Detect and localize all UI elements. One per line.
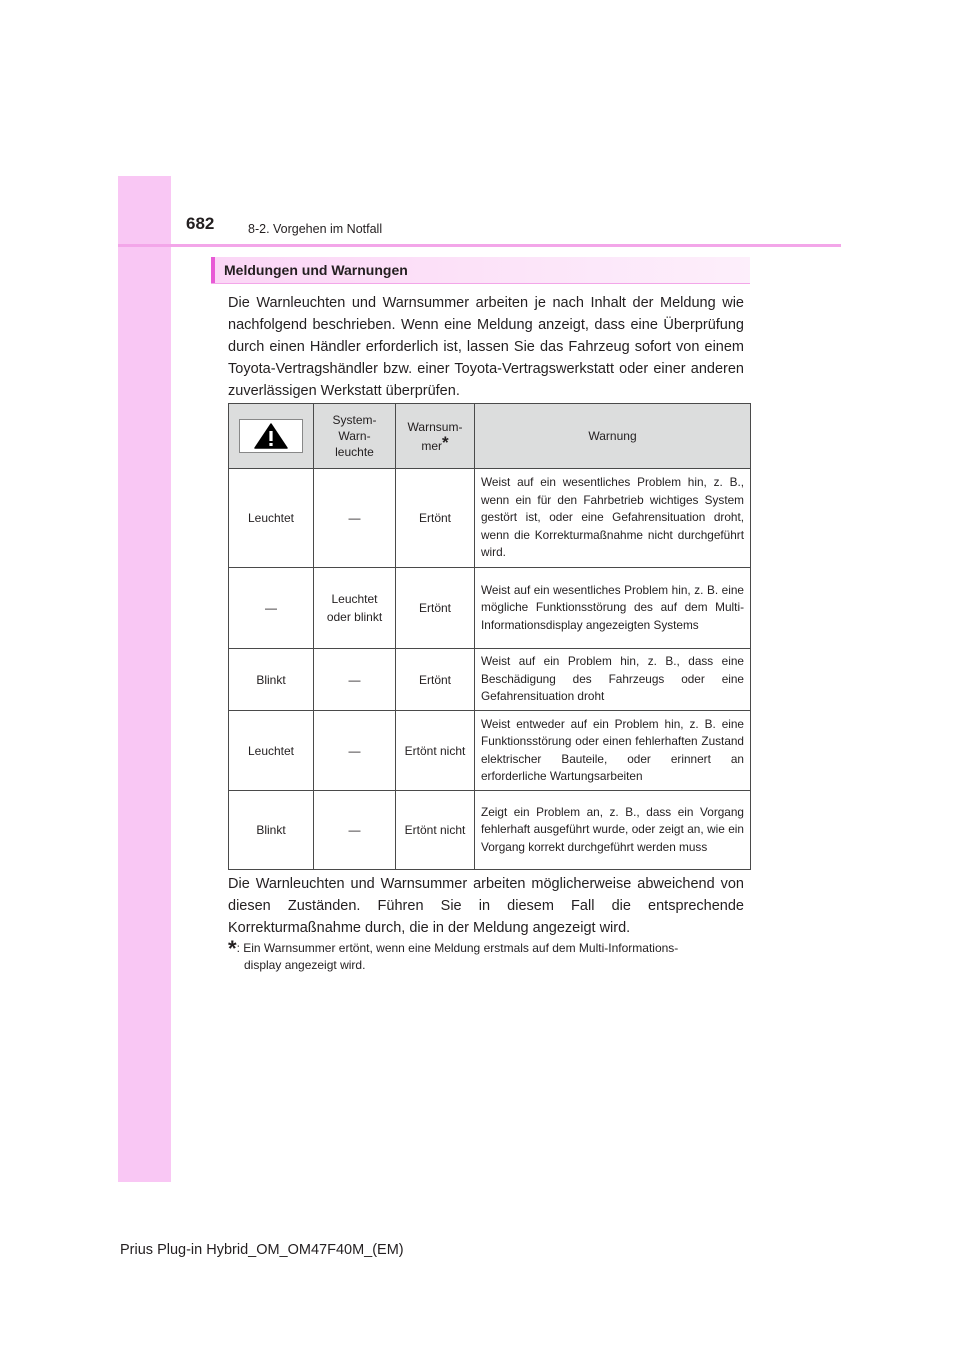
page-number: 682 — [186, 214, 215, 233]
system-light-cell: — — [314, 649, 396, 711]
section-heading-bar — [211, 257, 750, 284]
warning-header: Warnung — [475, 404, 751, 469]
footer-document-id: Prius Plug-in Hybrid_OM_OM47F40M_(EM) — [120, 1242, 404, 1258]
header-line: Warn- — [338, 429, 371, 443]
master-warning-cell: — — [229, 568, 314, 649]
warning-cell: Weist auf ein wesentliches Problem hin, z. B., wenn ein für den Fahrbetrieb wichtiges System gestört ist, oder eine Gefahrensituation droht, wenn die Korrekturmaßnahme nicht durchgeführt wird. — [475, 469, 751, 568]
header-line: leuchte — [335, 445, 374, 459]
buzzer-header — [396, 404, 475, 469]
table-row — [229, 791, 751, 870]
header-line: mer — [421, 438, 443, 453]
system-light-cell: — — [314, 711, 396, 791]
footnote-text: : Ein Warnsummer ertönt, wenn eine Meldung erstmals auf dem Multi-Informations- — [236, 941, 679, 955]
system-light-cell: — — [314, 469, 396, 568]
buzzer-cell: Ertönt nicht — [396, 711, 475, 791]
system-light-cell: Leuchtet oder blinkt — [314, 568, 396, 649]
footnote-star: * — [228, 936, 237, 961]
master-warning-header — [229, 404, 314, 469]
buzzer-cell: Ertönt — [396, 568, 475, 649]
footnote-continuation: display angezeigt wird. — [244, 958, 366, 972]
master-warning-cell: Blinkt — [229, 791, 314, 870]
footnote — [228, 936, 744, 974]
table-header-row — [229, 404, 751, 469]
header-line: Warnsum- — [407, 419, 463, 434]
master-warning-cell: Leuchtet — [229, 469, 314, 568]
master-warning-cell: Blinkt — [229, 649, 314, 711]
table-row — [229, 649, 751, 711]
table-row — [229, 568, 751, 649]
master-warning-icon-box — [239, 419, 303, 453]
warning-cell: Zeigt ein Problem an, z. B., dass ein Vorgang fehlerhaft ausgeführt wurde, oder zeigt an, wie ein Vorgang korrekt durchgeführt werden muss — [475, 791, 751, 870]
section-title: 8-2. Vorgehen im Notfall — [248, 222, 383, 236]
intro-paragraph: Die Warnleuchten und Warnsummer arbeiten je nach Inhalt der Meldung wie nachfolgend beschrieben. Wenn eine Meldung anzeigt, dass eine Überprüfung durch einen Händler erforderlich ist, lassen Sie das Fahrzeug sofort von einem Toyota-Vertragshändler bzw. einer Toyota-Vertragswerkstatt oder einer anderen zuverlässigen Werkstatt überprüfen. — [228, 295, 744, 399]
footnote-marker: * — [442, 432, 449, 452]
system-light-cell: — — [314, 791, 396, 870]
buzzer-cell: Ertönt — [396, 469, 475, 568]
buzzer-cell: Ertönt nicht — [396, 791, 475, 870]
warning-triangle-icon — [254, 423, 288, 449]
warning-cell: Weist entweder auf ein Problem hin, z. B. eine Funktionsstörung oder einen fehlerhaften Zustand elektrischer Bauteile, oder erinnert an erforderliche Wartungsarbeiten — [475, 711, 751, 791]
table-row — [229, 469, 751, 568]
system-warning-light-header — [314, 404, 396, 469]
outro-paragraph: Die Warnleuchten und Warnsummer arbeiten möglicherweise abweichend von diesen Zuständen. Führen Sie in diesem Fall die entsprechende Korrekturmaßnahme durch, die in der Meldung angezeigt wird. — [228, 876, 744, 936]
side-color-band — [118, 176, 171, 1182]
buzzer-cell: Ertönt — [396, 649, 475, 711]
master-warning-cell: Leuchtet — [229, 711, 314, 791]
header-line: System- — [332, 413, 377, 427]
header-rule — [118, 244, 841, 247]
warning-table — [228, 403, 751, 870]
warning-cell: Weist auf ein wesentliches Problem hin, z. B. eine mögliche Funktionsstörung des auf dem Multi-Informationsdisplay angezeigten Systems — [475, 568, 751, 649]
warning-cell: Weist auf ein Problem hin, z. B., dass eine Beschädigung des Fahrzeugs oder eine Gefahrensituation droht — [475, 649, 751, 711]
section-heading: Meldungen und Warnungen — [224, 262, 408, 278]
table-row — [229, 711, 751, 791]
heading-accent — [211, 257, 215, 283]
